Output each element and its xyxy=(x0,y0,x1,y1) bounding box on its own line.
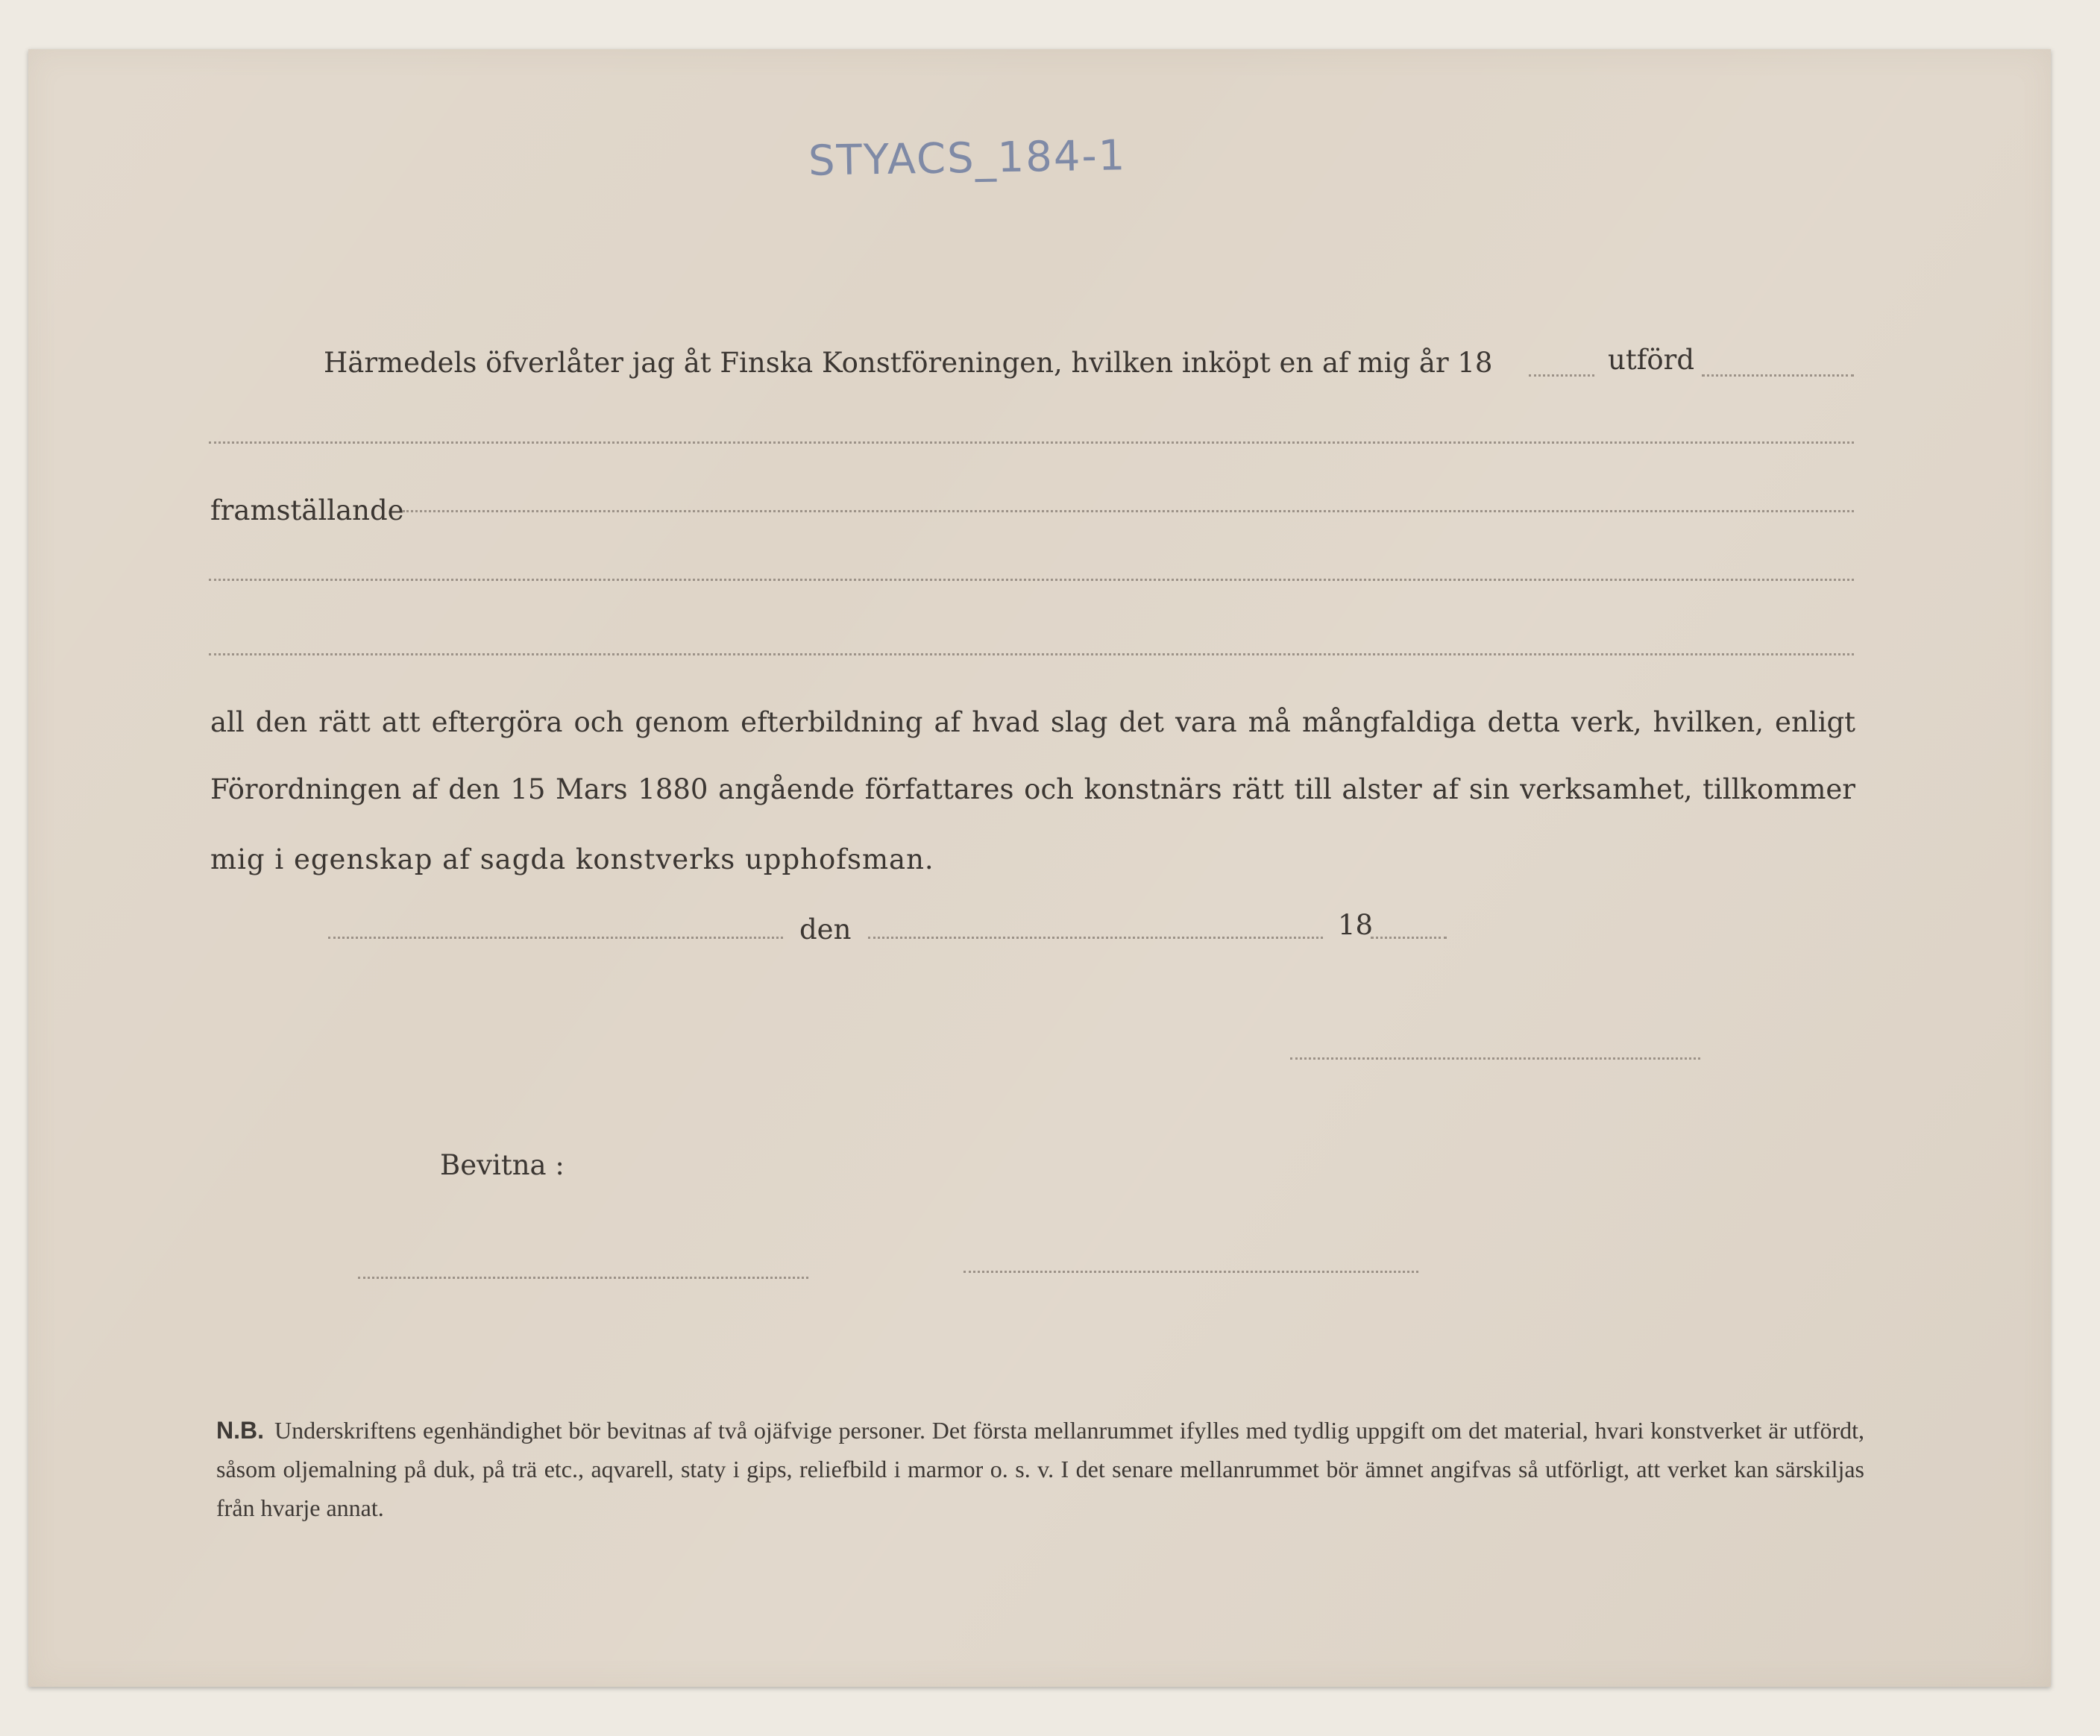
year-suffix-blank xyxy=(1371,937,1447,939)
paragraph-line-3: mig i egenskap af sagda konstverks upphofsman. xyxy=(210,843,934,875)
paragraph-line-1: all den rätt att eftergöra och genom efterbildning af hvad slag det vara må mångfaldiga detta verk, hvilken, enligt xyxy=(210,706,1855,738)
utford-label: utförd xyxy=(1608,344,1695,376)
nb-note xyxy=(216,1411,1864,1527)
date-den-label: den xyxy=(799,913,852,946)
date-blank xyxy=(868,937,1323,939)
paragraph-line-2: Förordningen af den 15 Mars 1880 angående författares och konstnärs rätt till alster af sin verksamhet, tillkommer xyxy=(210,773,1855,805)
subject-blank-2 xyxy=(209,579,1854,581)
material-blank-2 xyxy=(209,441,1854,444)
subject-blank-3 xyxy=(209,653,1854,655)
witness-2-blank xyxy=(963,1271,1418,1273)
witness-label: Bevitna : xyxy=(440,1149,565,1181)
intro-text: Härmedels öfverlåter jag åt Finska Konstföreningen, hvilken inköpt en af mig år 18 xyxy=(324,347,1493,379)
framstallande-label: framställande xyxy=(210,494,404,526)
year-blank xyxy=(1529,374,1594,377)
material-blank-1 xyxy=(1702,374,1854,377)
subject-blank-1 xyxy=(403,510,1854,512)
nb-label: N.B. xyxy=(216,1417,264,1444)
archive-id-handwritten: STYACS_184-1 xyxy=(808,131,1127,186)
witness-1-blank xyxy=(358,1277,808,1279)
place-blank xyxy=(328,937,783,939)
date-year-prefix: 18 xyxy=(1338,909,1374,941)
nb-note-text: Underskriftens egenhändighet bör bevitnas af två ojäfvige personer. Det första mellanrummet ifylles med tydlig uppgift om det material, hvari konstverket är utfördt, såsom oljemalning på duk, på trä etc., aqvarell, staty i gips, reliefbild i marmor o. s. v. I det senare mellanrummet bör ämnet angifvas så utförligt, att verket kan särskiljas från hvarje annat. xyxy=(216,1417,1864,1521)
signature-blank xyxy=(1290,1057,1700,1060)
